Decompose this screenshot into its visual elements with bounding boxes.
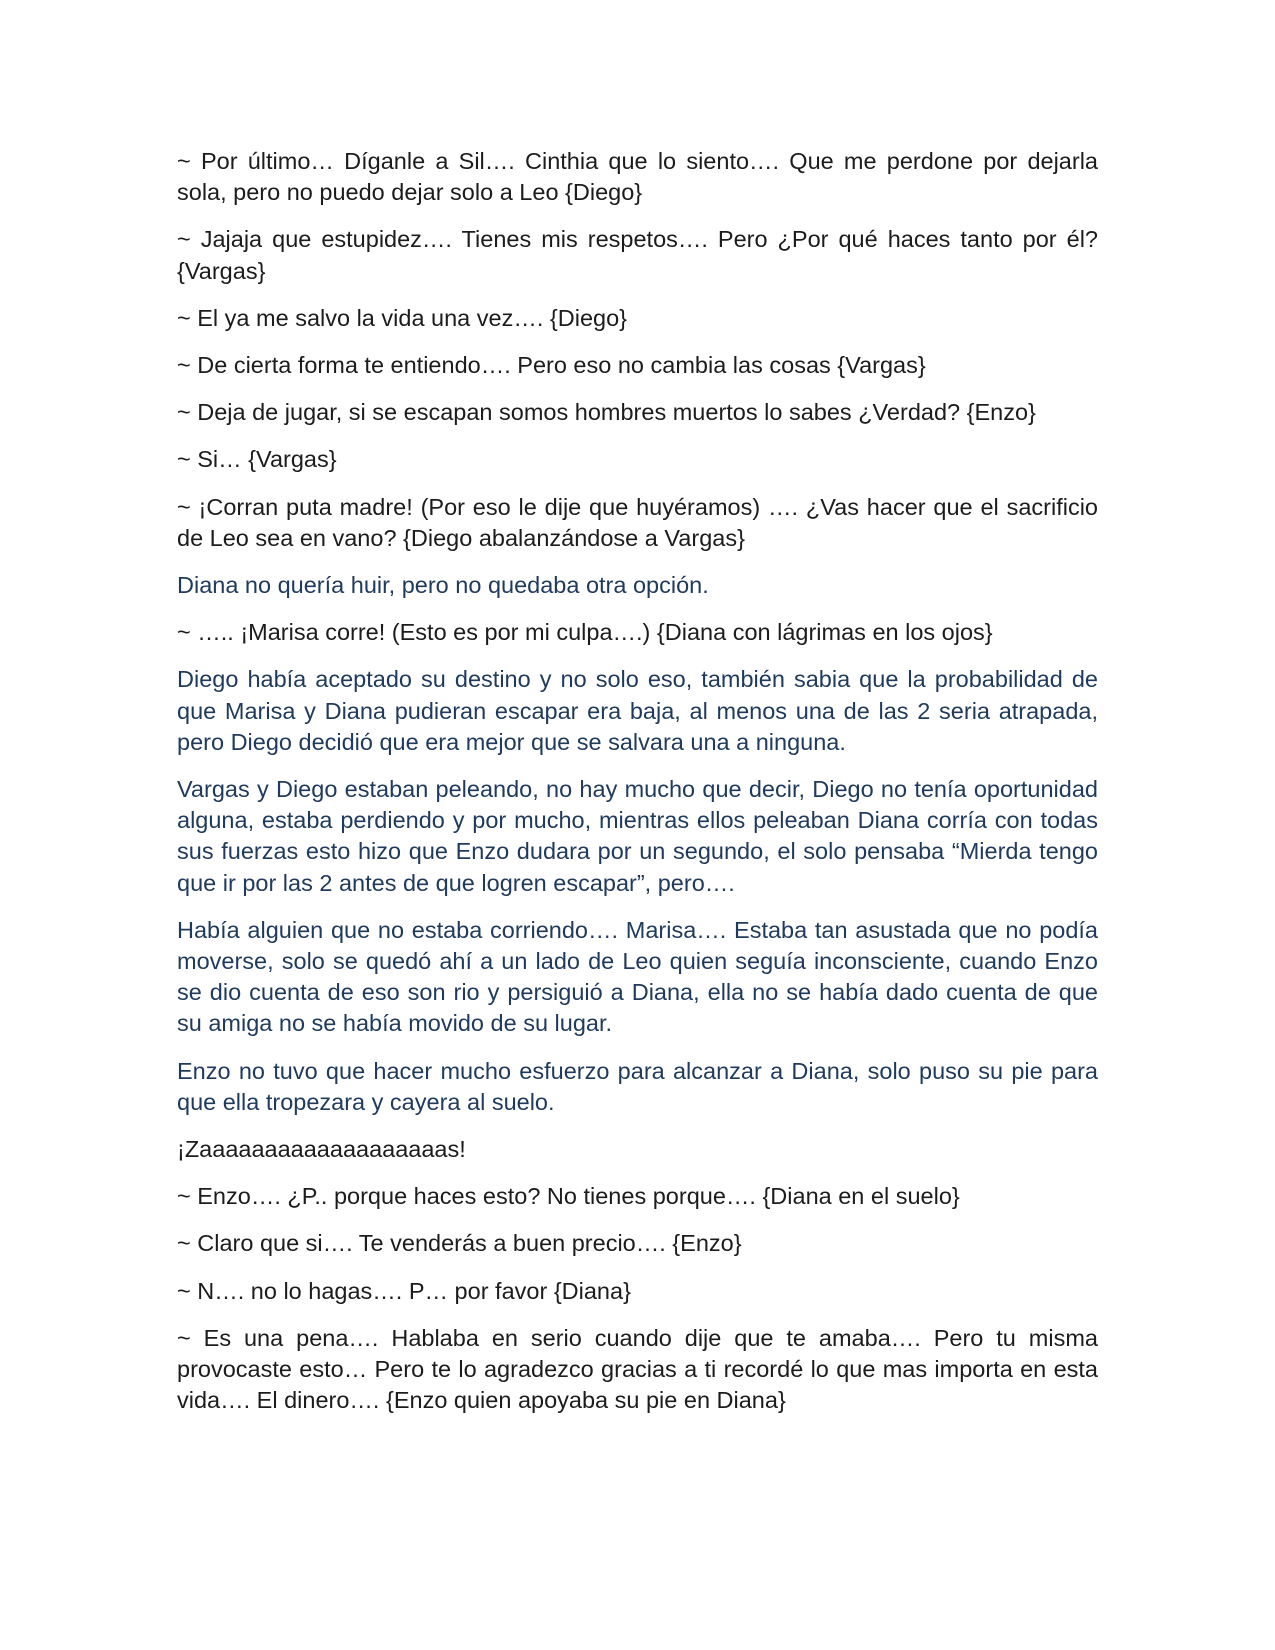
paragraph-exclamation: ¡Zaaaaaaaaaaaaaaaaaaas! bbox=[177, 1136, 466, 1163]
paragraph-dialogue: ~ Deja de jugar, si se escapan somos hombres muertos lo sabes ¿Verdad? {Enzo} bbox=[177, 399, 1036, 426]
paragraph-dialogue: ~ Enzo…. ¿P.. porque haces esto? No tienes porque…. {Diana en el suelo} bbox=[177, 1183, 960, 1210]
paragraph-dialogue: ~ N…. no lo hagas…. P… por favor {Diana} bbox=[177, 1277, 631, 1304]
paragraph-dialogue: ~ El ya me salvo la vida una vez…. {Diego} bbox=[177, 304, 628, 331]
paragraph-dialogue: ~ ….. ¡Marisa corre! (Esto es por mi culpa….) {Diana con lágrimas en los ojos} bbox=[177, 619, 993, 646]
paragraph-dialogue: ~ Si… {Vargas} bbox=[177, 446, 337, 473]
paragraph-dialogue: ~ Claro que si…. Te venderás a buen precio…. {Enzo} bbox=[177, 1230, 742, 1257]
document-page bbox=[177, 146, 1098, 1433]
paragraph-dialogue: ~ De cierta forma te entiendo…. Pero eso no cambia las cosas {Vargas} bbox=[177, 352, 926, 379]
paragraph-narration: Enzo no tuvo que hacer mucho esfuerzo para alcanzar a Diana, solo puso su pie para que ella tropezara y cayera al suelo. bbox=[177, 1057, 1098, 1115]
paragraph-narration: Había alguien que no estaba corriendo…. Marisa…. Estaba tan asustada que no podía moverse, solo se quedó ahí a un lado de Leo quien seguía inconsciente, cuando Enzo se dio cuenta de eso son rio y persiguió a Diana, ella no se había dado cuenta de que su amiga no se había movido de su lugar. bbox=[177, 916, 1098, 1037]
paragraph-dialogue: ~ ¡Corran puta madre! (Por eso le dije que huyéramos) …. ¿Vas hacer que el sacrificio de Leo sea en vano? {Diego abalanzándose a Vargas} bbox=[177, 493, 1098, 551]
paragraph-dialogue: ~ Es una pena…. Hablaba en serio cuando dije que te amaba…. Pero tu misma provocaste esto… Pero te lo agradezco gracias a ti recordé lo que mas importa en esta vida…. El dinero…. {Enzo quien apoyaba su pie en Diana} bbox=[177, 1324, 1098, 1414]
paragraph-narration: Vargas y Diego estaban peleando, no hay mucho que decir, Diego no tenía oportunidad alguna, estaba perdiendo y por mucho, mientras ellos peleaban Diana corría con todas sus fuerzas esto hizo que Enzo dudara por un segundo, el solo pensaba “Mierda tengo que ir por las 2 antes de que logren escapar”, pero…. bbox=[177, 776, 1098, 896]
paragraph-narration: Diana no quería huir, pero no quedaba otra opción. bbox=[177, 572, 709, 599]
paragraph-dialogue: ~ Jajaja que estupidez…. Tienes mis respetos…. Pero ¿Por qué haces tanto por él? {Vargas} bbox=[177, 226, 1098, 284]
paragraph-narration: Diego había aceptado su destino y no solo eso, también sabia que la probabilidad de que Marisa y Diana pudieran escapar era baja, al menos una de las 2 seria atrapada, pero Diego decidió que era mejor que se salvara una a ninguna. bbox=[177, 666, 1098, 755]
paragraph-dialogue: ~ Por último… Díganle a Sil…. Cinthia que lo siento…. Que me perdone por dejarla sola, pero no puedo dejar solo a Leo {Diego} bbox=[177, 148, 1098, 206]
